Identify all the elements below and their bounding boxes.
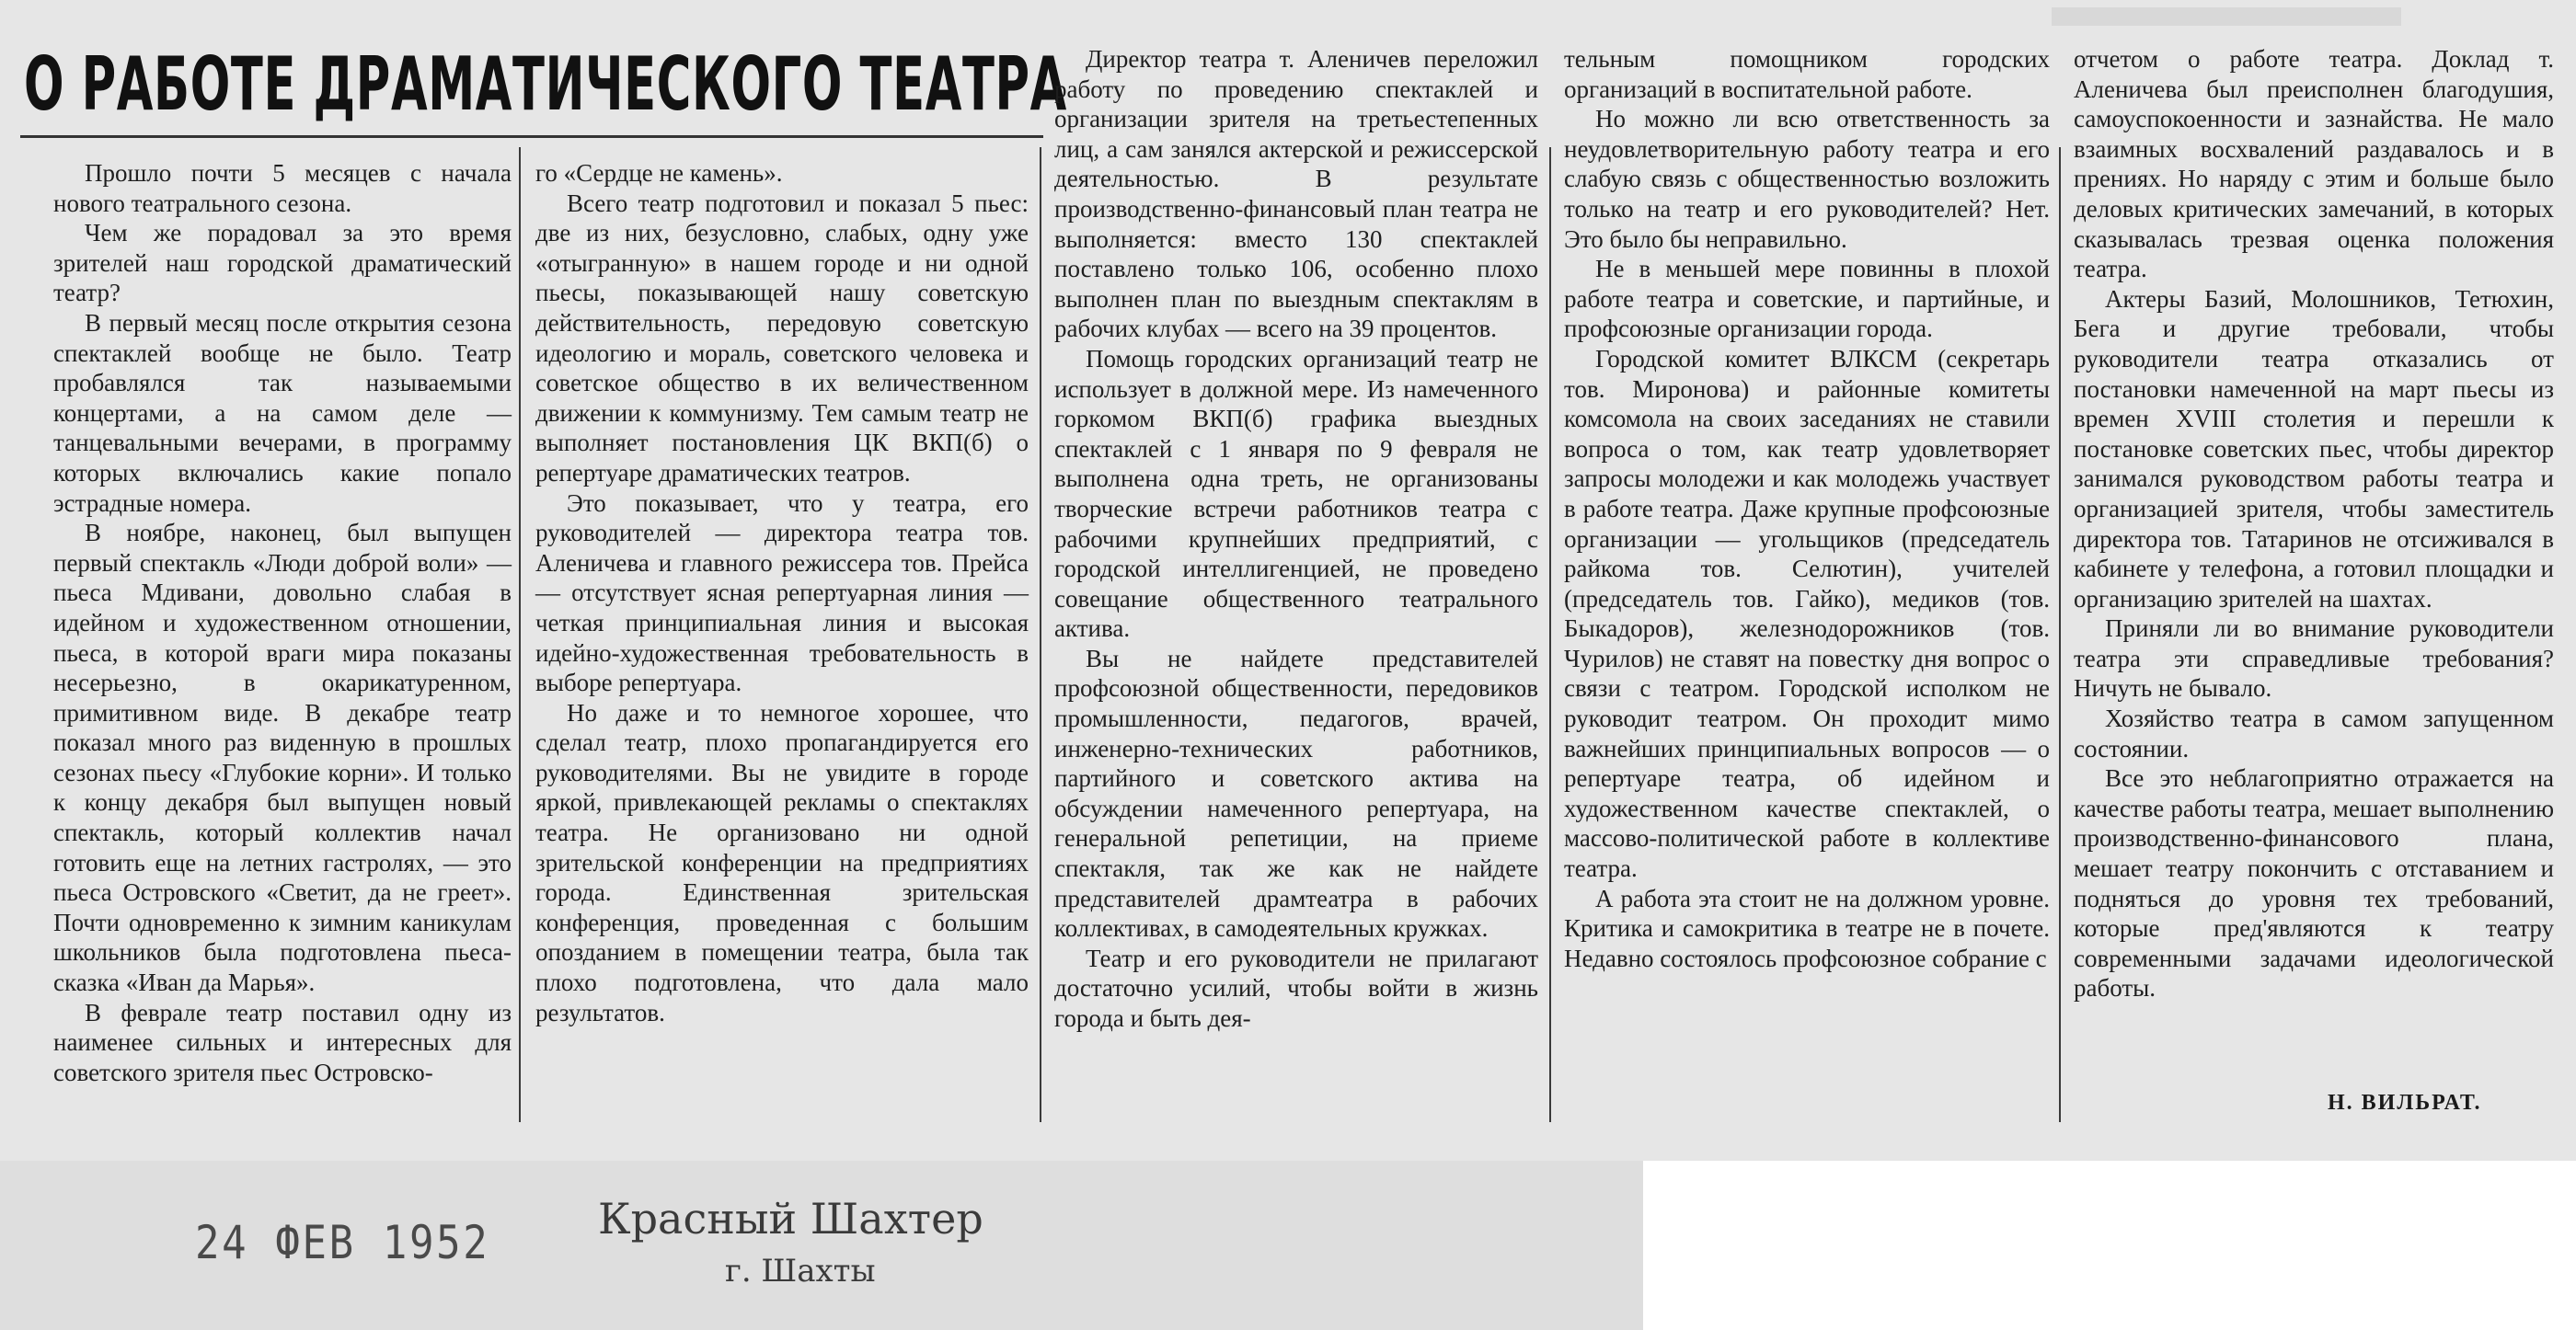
paragraph: В ноябре, наконец, был выпущен первый спектакль «Люди доброй воли» — пьеса Мдивани, довольно слабая в идейном и художественном отношении, пьеса, в которой враги мира показаны несерьезно, в окарикатуренном, примитивном виде. В декабре театр показал много раз виденную в прошлых сезонах пьесу «Глубокие корни». И только к концу декабря был выпущен новый спектакль, который коллектив начал готовить еще на летних гастролях, — это пьеса Островского «Светит, да не греет». Почти одновременно к зимним каникулам школьников была подготовлена пьеса-сказка «Иван да Марья».: [53, 519, 512, 997]
column-divider: [2059, 147, 2061, 1122]
paragraph: Директор театра т. Аленичев переложил работу по проведению спектаклей и организации зрителя на третьестепенных лиц, а сам занялся актерской и режиссерской деятельностью. В результате производственно-финансовый план театра не выполняется: вместо 130 спектаклей поставлено только 106, особенно плохо выполнен план по выездным спектаклям в рабочих клубах — всего на 39 процентов.: [1054, 45, 1538, 343]
paragraph: Всего театр подготовил и показал 5 пьес: две из них, безусловно, слабых, одну уже «отыгранную» в нашем городе и ни одной пьесы, показывающей нашу советскую действительность, передовую советскую идеологию и мораль, советского человека и советское общество в их величественном движении к коммунизму. Тем самым театр не выполняет постановления ЦК ВКП(б) о репертуаре драматических театров.: [535, 189, 1029, 487]
paragraph: Но даже и то немногое хорошее, что сделал театр, плохо пропагандируется его руководителями. Вы не увидите в городе яркой, привлекающей рекламы о спектаклях театра. Не организовано ни одной зрительской конференции на предприятиях города. Единственная зрительская конференция, проведенная с большим опозданием в помещении театра, была так плохо подготовлена, что дала мало результатов.: [535, 698, 1029, 1026]
paper-smudge: [2052, 7, 2401, 26]
newspaper-city-stamp: г. Шахты: [725, 1253, 876, 1290]
column-divider: [1040, 147, 1041, 1122]
paragraph: тельным помощником городских организаций в воспитательной работе.: [1564, 45, 2050, 103]
paragraph: Актеры Базий, Молошников, Тетюхин, Бега и другие требовали, чтобы руководители театра отказались от постановки намеченной на март пьесы из времен XVIII столетия и перешли к постановке советских пьес, чтобы директор занимался руководством работы театра и организацией зрителя, чтобы заместитель директора тов. Татаринов не отсиживался в кабинете у телефона, а готовил площадки и организацию зрителей на шахтах.: [2074, 284, 2554, 613]
column-divider: [519, 147, 521, 1122]
paragraph: Чем же порадовал за это время зрителей наш городской драматический театр?: [53, 219, 512, 307]
paragraph: Приняли ли во внимание руководители театра эти справедливые требования? Ничуть не бывало.: [2074, 614, 2554, 703]
article-column-3: [1054, 44, 1538, 1034]
column-divider: [1549, 147, 1551, 1122]
paragraph: Но можно ли всю ответственность за неудовлетворительную работу театра и его слабую связь с общественностью возложить только на театр и его руководителей? Нет. Это было бы неправильно.: [1564, 105, 2050, 253]
paragraph: В первый месяц после открытия сезона спектаклей вообще не было. Театр пробавлялся так называемыми концертами, а на самом деле — танцевальными вечерами, в программу которых включались какие попало эстрадные номера.: [53, 308, 512, 517]
newspaper-name-stamp: Красный Шахтер: [598, 1194, 983, 1244]
blank-margin: [1643, 1161, 2576, 1330]
article-column-4: [1564, 44, 2050, 973]
paragraph: В феврале театр поставил одну из наименее сильных и интересных для советского зрителя пьес Островско-: [53, 998, 512, 1086]
paragraph: Помощь городских организаций театр не использует в должной мере. Из намеченного горкомом ВКП(б) графика выездных спектаклей с 1 января по 9 февраля не выполнена одна треть, не организованы творческие встречи работников театра с рабочими крупнейших предприятий, с городской интеллигенцией, не проведено совещание общественного театрального актива.: [1054, 344, 1538, 643]
paragraph: Хозяйство театра в самом запущенном состоянии.: [2074, 705, 2554, 762]
paragraph: Не в меньшей мере повинны в плохой работе театра и советские, и партийные, и профсоюзные организации города.: [1564, 255, 2050, 343]
paragraph: Прошло почти 5 месяцев с начала нового театрального сезона.: [53, 159, 512, 217]
article-column-1: [53, 158, 512, 1087]
paragraph: А работа эта стоит не на должном уровне. Критика и самокритика в театре не в почете. Недавно состоялось профсоюзное собрание с: [1564, 884, 2050, 972]
paragraph: Городской комитет ВЛКСМ (секретарь тов. Миронова) и районные комитеты комсомола на своих заседаниях не ставили вопроса о том, как театр удовлетворяет запросы молодежи и как молодежь участвует в работе театра. Даже крупные профсоюзные организации — угольщиков (председатель райкома тов. Селютин), учителей (председатель тов. Гайко), медиков (тов. Быкадоров), железнодорожников (тов. Чурилов) не ставят на повестку дня вопрос о связи с театром. Городской исполком не руководит театром. Он проходит мимо важнейших принципиальных вопросов — о репертуаре театра, об идейном и художественном качестве спектаклей, о массово-политической работе в коллективе театра.: [1564, 344, 2050, 883]
paragraph: го «Сердце не камень».: [535, 159, 783, 187]
paragraph: Все это неблагоприятно отражается на качестве работы театра, мешает выполнению производственно-финансового плана, мешает театру покончить с отставанием и подняться до уровня тех требований, которые пред'являются к театру современными задачами идеологической работы.: [2074, 764, 2554, 1003]
article-headline: О РАБОТЕ ДРАМАТИЧЕСКОГО ТЕАТРА: [24, 41, 1067, 127]
date-stamp: 24 ФЕВ 1952: [195, 1216, 490, 1269]
author-signature: Н. ВИЛЬРАТ.: [2328, 1091, 2482, 1115]
headline-rule: [20, 135, 1043, 138]
paragraph: Вы не найдете представителей профсоюзной общественности, передовиков промышленности, педагогов, врачей, инженерно-технических работников, партийного и советского актива на обсуждении намеченного репертуара, на генеральной репетиции, на приеме спектакля, так же как не найдете представителей драмтеатра в рабочих коллективах, в самодеятельных кружках.: [1054, 644, 1538, 943]
paragraph: Это показывает, что у театра, его руководителей — директора театра тов. Аленичева и главного режиссера тов. Прейса — отсутствует ясная репертуарная линия — четкая принципиальная линия и высокая идейно-художественная требовательность в выборе репертуара.: [535, 488, 1029, 697]
paragraph: Театр и его руководители не прилагают достаточно усилий, чтобы войти в жизнь города и быть дея-: [1054, 944, 1538, 1032]
article-column-2: [535, 158, 1029, 1027]
article-column-5: [2074, 44, 2554, 1003]
paragraph: отчетом о работе театра. Доклад т. Аленичева был преисполнен благодушия, самоуспокоенности и зазнайства. Не мало взаимных восхвалений раздавалось и в прениях. Но наряду с этим и больше было деловых критических замечаний, в которых сказывалась трезвая оценка положения театра.: [2074, 45, 2554, 283]
